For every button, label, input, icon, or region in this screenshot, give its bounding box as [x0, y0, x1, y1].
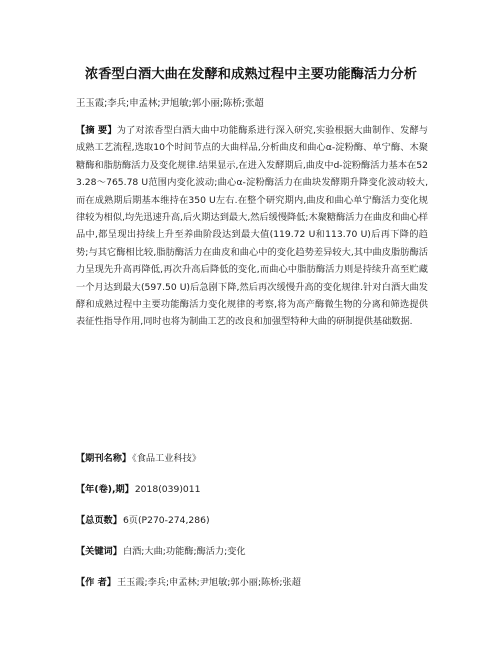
abstract-label: 【摘 要】: [76, 125, 117, 136]
journal-name-label: 【期刊名称】: [76, 453, 132, 464]
authors-value: 王玉霞;李兵;申孟林;尹旭敏;郭小丽;陈桥;张超: [116, 577, 301, 588]
year-volume-row: [76, 481, 200, 495]
keywords-value: 白酒;大曲;功能酶;酶活力;变化: [122, 546, 246, 557]
keywords-label: 【关键词】: [76, 546, 122, 557]
document-title: 浓香型白酒大曲在发酵和成熟过程中主要功能酶活力分析: [84, 67, 418, 82]
year-volume-value: 2018(039)011: [134, 484, 201, 495]
page-count-value: 6页(P270-274,286): [122, 515, 210, 526]
journal-name-value: 《食品工业科技》: [132, 453, 202, 464]
year-volume-label: 【年(卷),期】: [76, 484, 134, 495]
authors-label: 【作 者】: [76, 577, 116, 588]
page-count-row: [76, 512, 210, 526]
page-count-label: 【总页数】: [76, 515, 122, 526]
abstract-text: 为了对浓香型白酒大曲中功能酶系进行深入研究,实验根据大曲制作、发酵与成熟工艺流程,选取10个时间节点的大曲样品,分析曲皮和曲心α-淀粉酶、单宁酶、木聚糖酶和脂肪酶活力及变化规律.结果显示,在进入发酵期后,曲皮中d-淀粉酶活力基本在523.28～765.78 U范围内变化波动;曲心α-淀粉酶活力在曲块发酵期升降变化波动较大,而在成熟期后期基本维持在350 U左右.在整个研究期内,曲皮和曲心单宁酶活力变化规律较为相似,均先迅速升高,后火期达到最大,然后缓慢降低;木聚糖酶活力在曲皮和曲心样品中,都呈现出持续上升至养曲阶段达到最大值(119.72 U和113.70 U)后再下降的趋势;与其它酶相比较,脂肪酶活力在曲皮和曲心中的变化趋势差异较大,其中曲皮脂肪酶活力呈现先升高再降低,再次升高后降低的变化,而曲心中脂肪酶活力则是持续升高至贮藏一个月达到最大(597.50 U)后急剧下降,然后再次缓慢升高的变化规律.针对白酒大曲发酵和成熟过程中主要功能酶活力变化规律的考察,将为高产酶微生物的分离和筛选提供表征性指导作用,同时也将为制曲工艺的改良和加强型特种大曲的研制提供基础数据.: [76, 125, 428, 328]
journal-name-row: [76, 450, 201, 464]
author-list: 王玉霞;李兵;申孟林;尹旭敏;郭小丽;陈桥;张超: [76, 98, 264, 109]
authors-row: [76, 574, 301, 588]
keywords-row: [76, 543, 246, 557]
abstract-section: [76, 122, 428, 331]
